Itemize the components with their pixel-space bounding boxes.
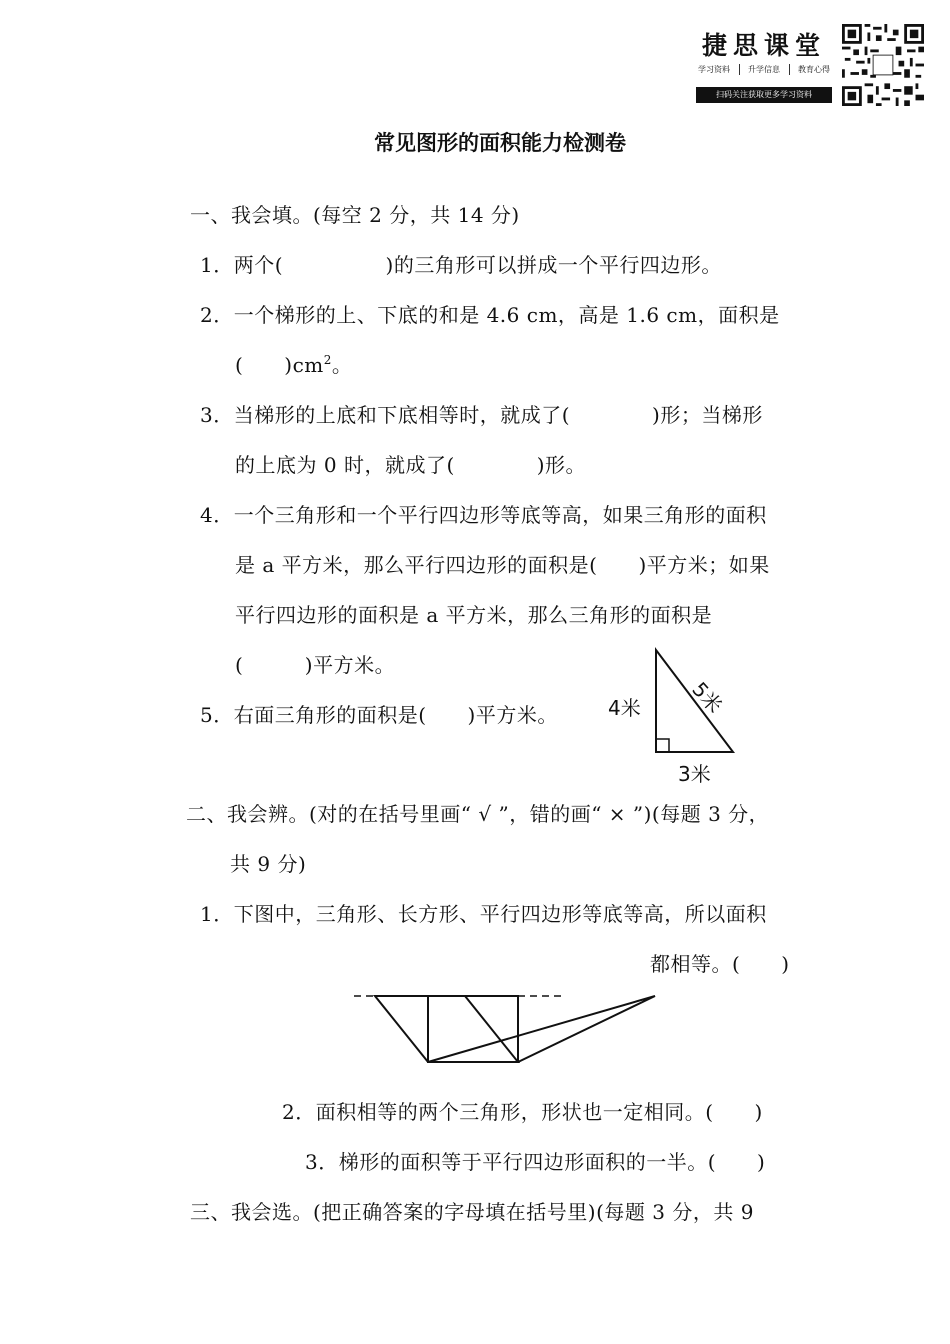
label-base: 3米 <box>678 762 711 786</box>
question-1-4-cont: ( )平方米。 <box>235 653 396 677</box>
exponent: 2 <box>323 353 332 367</box>
divider <box>789 64 790 75</box>
question-1-4-cont: 是 a 平方米，那么平行四边形的面积是( )平方米；如果 <box>235 553 770 577</box>
tagline-item: 教育心得 <box>798 65 830 74</box>
qr-code-icon[interactable] <box>842 24 924 106</box>
question-1-3: 3．当梯形的上底和下底相等时，就成了( )形；当梯形 <box>200 403 763 427</box>
section-heading: 一、我会填。(每空 2 分，共 14 分) <box>190 203 520 227</box>
question-1-5: 5．右面三角形的面积是( )平方米。 <box>200 703 558 727</box>
punctuation: 。 <box>331 353 353 377</box>
page-title: 常见图形的面积能力检测卷 <box>374 131 626 155</box>
label-hypotenuse: 5米 <box>687 677 728 718</box>
question-1-4-cont: 平行四边形的面积是 a 平方米，那么三角形的面积是 <box>235 603 713 627</box>
section-heading: 二、我会辨。(对的在括号里画“ √ ”，错的画“ × ”)(每题 3 分， <box>186 802 770 826</box>
brand-name: 捷思课堂 <box>701 31 826 60</box>
question-1-3-cont: 的上底为 0 时，就成了( )形。 <box>235 453 587 477</box>
question-1-2-answer-line <box>235 351 352 379</box>
tagline-item: 升学信息 <box>748 65 780 74</box>
question-2-1: 1．下图中，三角形、长方形、平行四边形等底等高，所以面积 <box>200 902 767 926</box>
question-2-2: 2．面积相等的两个三角形，形状也一定相同。( ) <box>282 1100 763 1124</box>
scan-banner: 扫码关注获取更多学习资料 <box>696 87 832 103</box>
right-angle-marker <box>656 739 669 752</box>
label-height: 4米 <box>608 696 641 720</box>
question-1-4: 4．一个三角形和一个平行四边形等底等高，如果三角形的面积 <box>200 503 767 527</box>
question-1-2: 2．一个梯形的上、下底的和是 4.6 cm，高是 1.6 cm，面积是 <box>200 303 780 327</box>
answer-blank: ( )cm <box>235 353 324 377</box>
triangle-shape <box>428 996 655 1062</box>
section-heading-cont: 共 9 分) <box>230 852 307 876</box>
section-heading: 三、我会选。(把正确答案的字母填在括号里)(每题 3 分，共 9 <box>190 1200 754 1224</box>
question-1-1: 1．两个( )的三角形可以拼成一个平行四边形。 <box>200 253 722 277</box>
divider <box>739 64 740 75</box>
shapes-figure <box>350 985 670 1075</box>
brand-tagline <box>696 64 832 75</box>
question-2-3: 3．梯形的面积等于平行四边形面积的一半。( ) <box>305 1150 766 1174</box>
tagline-item: 学习资料 <box>698 65 730 74</box>
question-2-1-cont: 都相等。( ) <box>650 952 790 976</box>
parallelogram-shape <box>375 996 518 1062</box>
